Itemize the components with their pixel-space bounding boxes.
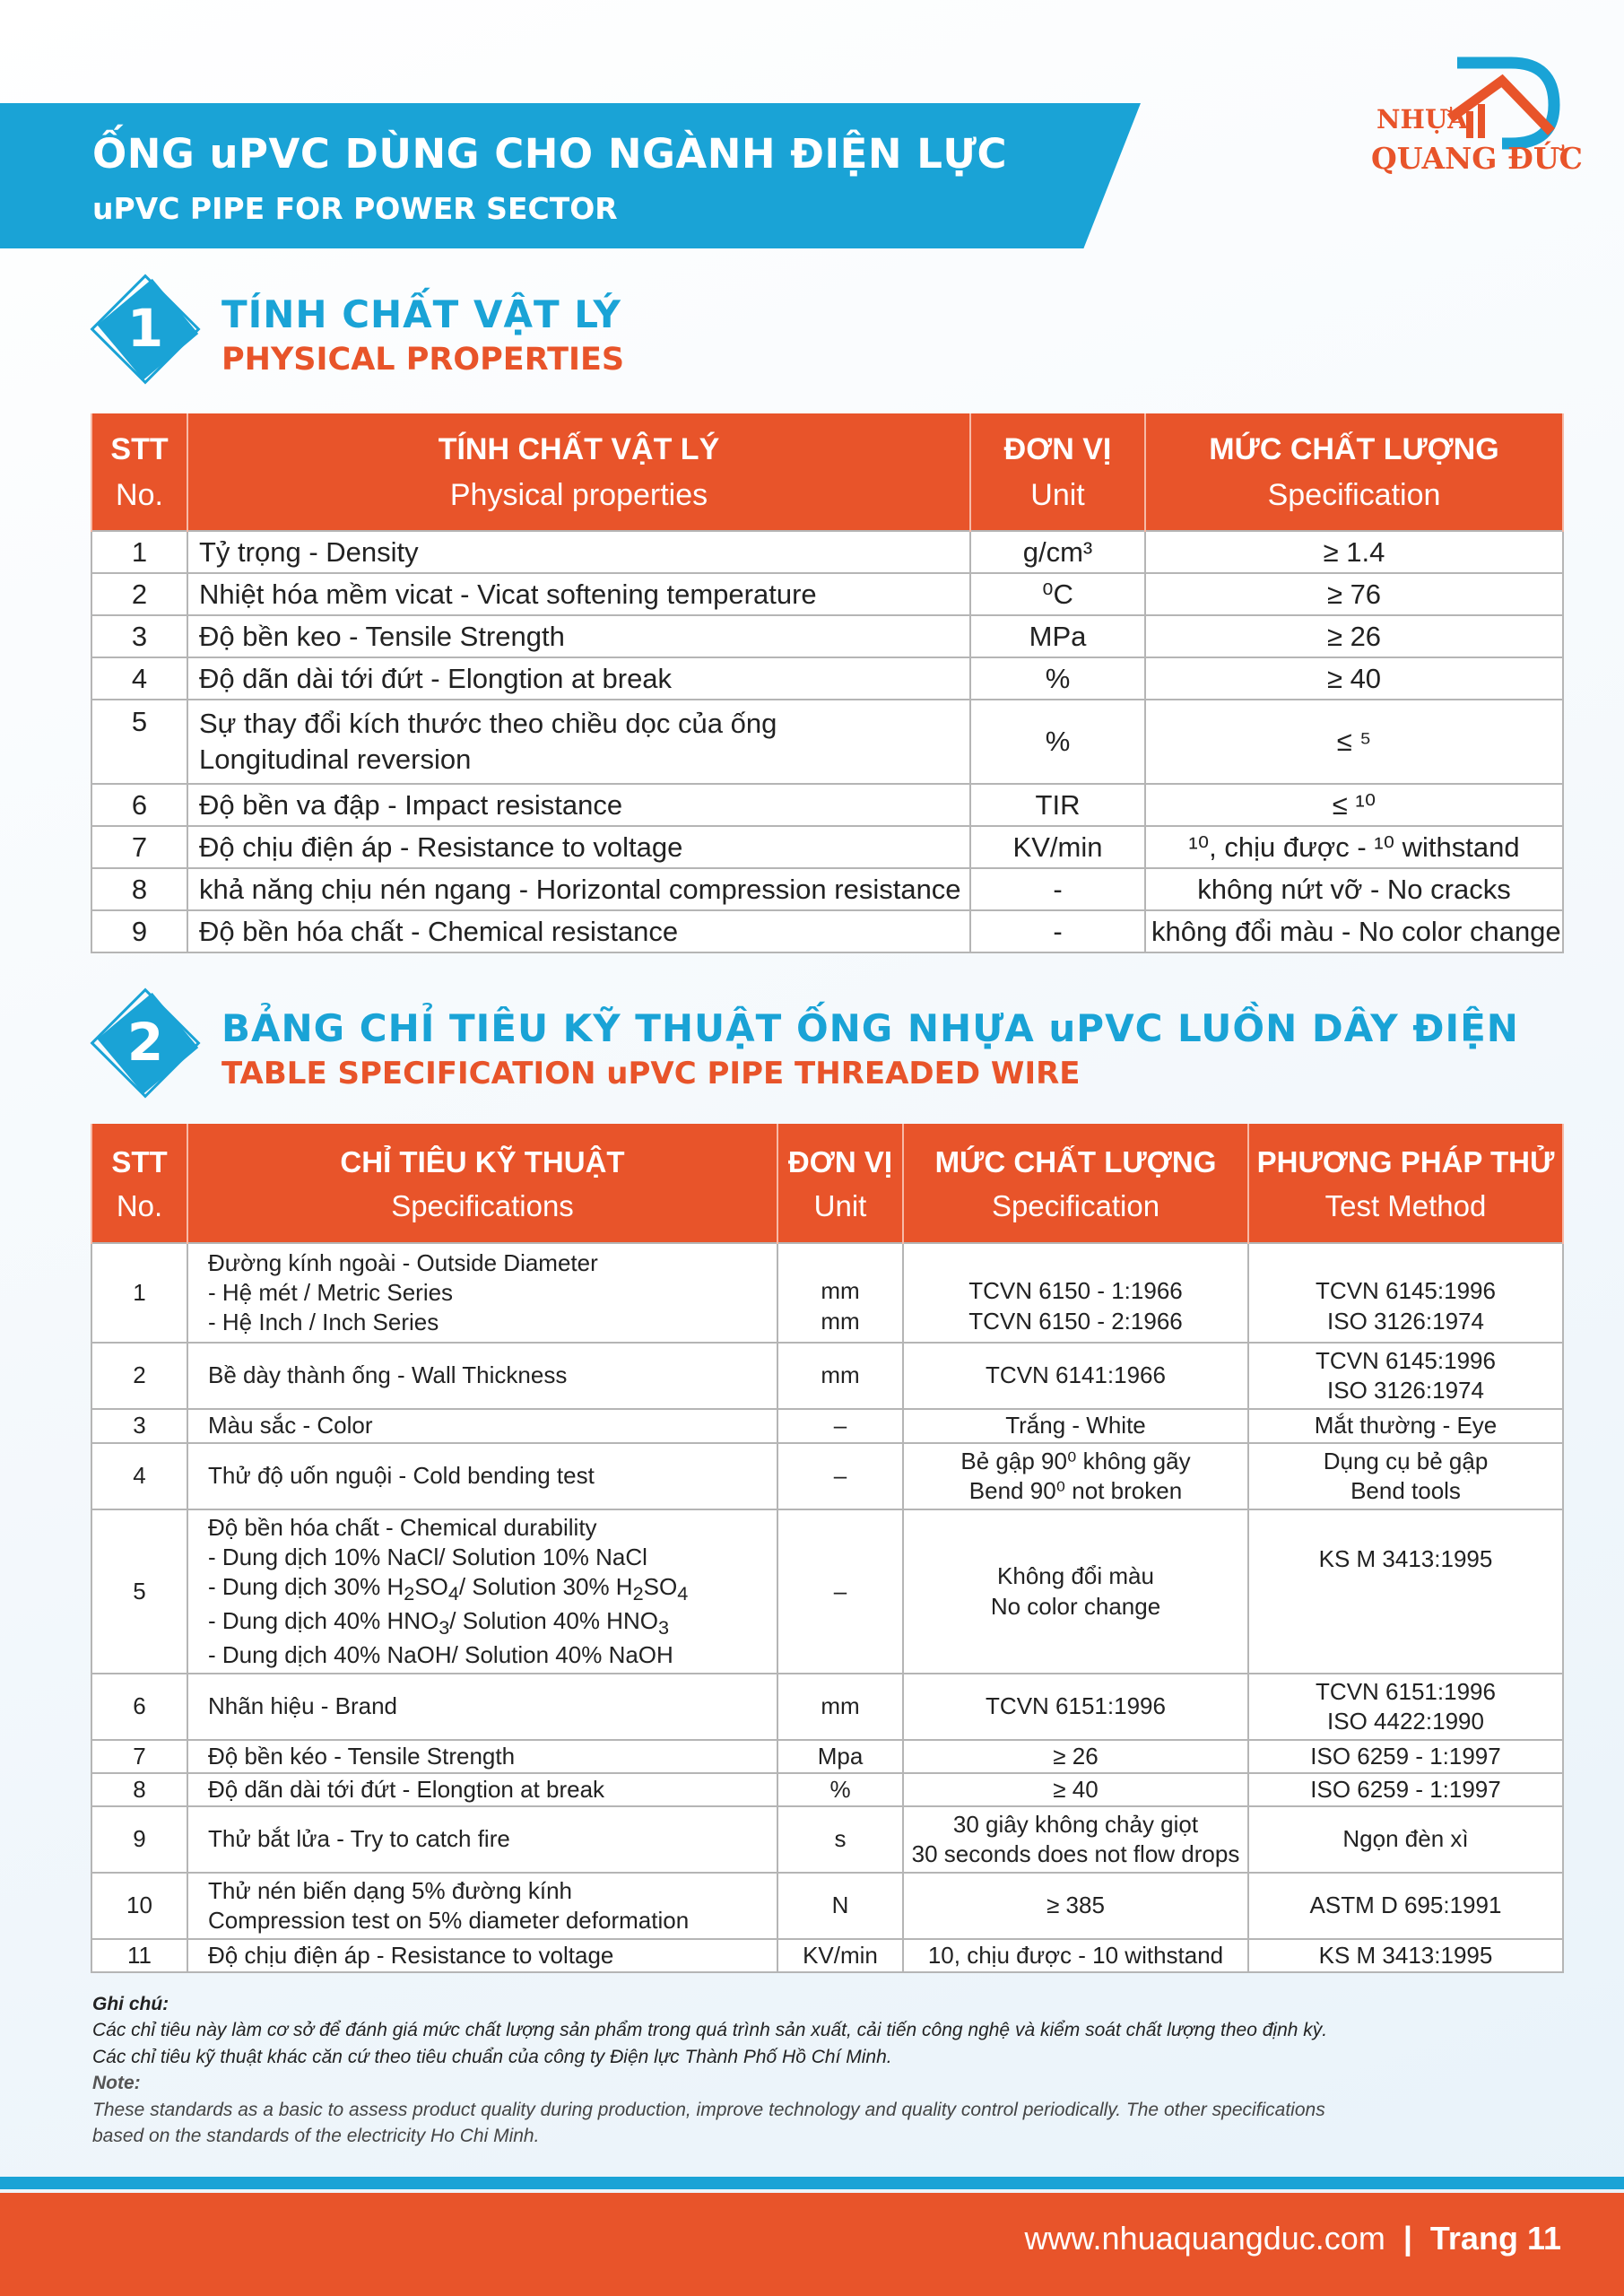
cell-method: ISO 6259 - 1:1997 bbox=[1248, 1740, 1563, 1773]
cell-method: TCVN 6145:1996 ISO 3126:1974 bbox=[1248, 1343, 1563, 1409]
cell-method: ASTM D 695:1991 bbox=[1248, 1873, 1563, 1939]
cell-no: 4 bbox=[91, 1443, 187, 1509]
header-no: STT No. bbox=[91, 1125, 187, 1243]
cell-no: 9 bbox=[91, 910, 187, 952]
cell-quality: TCVN 6141:1966 bbox=[903, 1343, 1248, 1409]
cell-unit: – bbox=[777, 1509, 903, 1674]
cell-unit: % bbox=[777, 1773, 903, 1806]
cell-spec: ≤ ⁵ bbox=[1145, 700, 1563, 784]
header-spec: MỨC CHẤT LƯỢNG Specification bbox=[1145, 414, 1563, 531]
cell-property: Độ bền keo - Tensile Strength bbox=[187, 615, 970, 657]
cell-unit: KV/min bbox=[777, 1939, 903, 1972]
footer-text bbox=[1025, 2220, 1561, 2257]
cell-spec: ≥ 76 bbox=[1145, 573, 1563, 615]
cell-no: 3 bbox=[91, 1409, 187, 1443]
cell-quality: 30 giây không chảy giọt 30 seconds does not flow drops bbox=[903, 1806, 1248, 1873]
cell-specification: Thử bắt lửa - Try to catch fire bbox=[187, 1806, 777, 1873]
table-row bbox=[91, 910, 1563, 952]
section-2-number: 2 bbox=[126, 1012, 164, 1073]
cell-unit: mm bbox=[777, 1674, 903, 1740]
page-subtitle: uPVC PIPE FOR POWER SECTOR bbox=[92, 191, 618, 226]
logo-text-small: NHỰA bbox=[1376, 104, 1468, 135]
cell-property: khả năng chịu nén ngang - Horizontal compression resistance bbox=[187, 868, 970, 910]
table-row bbox=[91, 531, 1563, 573]
cell-method: Ngọn đèn xì bbox=[1248, 1806, 1563, 1873]
table-row bbox=[91, 615, 1563, 657]
physical-properties-table bbox=[91, 413, 1564, 953]
cell-specification: Độ bền hóa chất - Chemical durability - Dung dịch 10% NaCl/ Solution 10% NaCl - Dung dịch 30% $H_2SO_4/$ Solution 30% $H_2SO_4$ - Dung dịch 40% $HNO_3/$ Solution 40% $HNO_3$ - Dung dịch 40% NaOH/ Solution 40% NaOH bbox=[187, 1509, 777, 1674]
cell-unit: % bbox=[970, 700, 1145, 784]
section-2-subtitle: TABLE SPECIFICATION uPVC PIPE THREADED WIRE bbox=[221, 1056, 1081, 1091]
table-row bbox=[91, 1243, 1563, 1343]
cell-specification: Đường kính ngoài - Outside Diameter - Hệ mét / Metric Series - Hệ Inch / Inch Series bbox=[187, 1243, 777, 1343]
table-row bbox=[91, 1509, 1563, 1674]
table-row bbox=[91, 1343, 1563, 1409]
cell-specification: Nhãn hiệu - Brand bbox=[187, 1674, 777, 1740]
cell-unit: MPa bbox=[970, 615, 1145, 657]
cell-quality: Không đổi màu No color change bbox=[903, 1509, 1248, 1674]
cell-unit: N bbox=[777, 1873, 903, 1939]
table-row bbox=[91, 1873, 1563, 1939]
cell-specification: Thử độ uốn nguội - Cold bending test bbox=[187, 1443, 777, 1509]
cell-quality: 10, chịu được - 10 withstand bbox=[903, 1939, 1248, 1972]
cell-no: 3 bbox=[91, 615, 187, 657]
cell-no: 5 bbox=[91, 700, 187, 784]
cell-spec: ≥ 1.4 bbox=[1145, 531, 1563, 573]
cell-quality: Trắng - White bbox=[903, 1409, 1248, 1443]
cell-no: 2 bbox=[91, 573, 187, 615]
header-unit: ĐƠN VỊ Unit bbox=[777, 1125, 903, 1243]
cell-no: 1 bbox=[91, 1243, 187, 1343]
cell-quality: TCVN 6151:1996 bbox=[903, 1674, 1248, 1740]
cell-property: Độ bền va đập - Impact resistance bbox=[187, 784, 970, 826]
cell-unit: ⁰C bbox=[970, 573, 1145, 615]
cell-property: Độ bền hóa chất - Chemical resistance bbox=[187, 910, 970, 952]
cell-no: 1 bbox=[91, 531, 187, 573]
cell-quality: ≥ 40 bbox=[903, 1773, 1248, 1806]
cell-unit: TIR bbox=[970, 784, 1145, 826]
cell-quality: ≥ 26 bbox=[903, 1740, 1248, 1773]
cell-property: Sự thay đổi kích thước theo chiều dọc của ống Longitudinal reversion bbox=[187, 700, 970, 784]
cell-unit: s bbox=[777, 1806, 903, 1873]
notes-title-en: Note: bbox=[92, 2073, 141, 2094]
notes-title-vi: Ghi chú: bbox=[92, 1994, 169, 2014]
header-unit: ĐƠN VỊ Unit bbox=[970, 414, 1145, 531]
cell-unit: - bbox=[970, 910, 1145, 952]
section-1-subtitle: PHYSICAL PROPERTIES bbox=[221, 342, 625, 378]
cell-specification: Thử nén biến dạng 5% đường kính Compression test on 5% diameter deformation bbox=[187, 1873, 777, 1939]
cell-method: ISO 6259 - 1:1997 bbox=[1248, 1773, 1563, 1806]
cell-property: Độ dãn dài tới đứt - Elongtion at break bbox=[187, 657, 970, 700]
notes-line: Các chỉ tiêu này làm cơ sở để đánh giá mức chất lượng sản phẩm trong quá trình sản xuất, cải tiến công nghệ và kiểm soát chất lượng theo định kỳ. bbox=[92, 2020, 1328, 2041]
cell-unit: - bbox=[970, 868, 1145, 910]
table-row bbox=[91, 1806, 1563, 1873]
cell-unit: – bbox=[777, 1443, 903, 1509]
header-test-method: PHƯƠNG PHÁP THỬ Test Method bbox=[1248, 1125, 1563, 1243]
table-row bbox=[91, 826, 1563, 868]
cell-method: TCVN 6145:1996 ISO 3126:1974 bbox=[1248, 1243, 1563, 1343]
cell-property: Tỷ trọng - Density bbox=[187, 531, 970, 573]
header-property: TÍNH CHẤT VẬT LÝ Physical properties bbox=[187, 414, 970, 531]
section-1-number: 1 bbox=[126, 298, 164, 359]
cell-spec: ≤ ¹⁰ bbox=[1145, 784, 1563, 826]
table-row bbox=[91, 1740, 1563, 1773]
cell-spec: ≥ 40 bbox=[1145, 657, 1563, 700]
cell-no: 6 bbox=[91, 1674, 187, 1740]
cell-specification: Độ chịu điện áp - Resistance to voltage bbox=[187, 1939, 777, 1972]
table-row bbox=[91, 1674, 1563, 1740]
cell-unit: KV/min bbox=[970, 826, 1145, 868]
cell-spec: ¹⁰, chịu được - ¹⁰ withstand bbox=[1145, 826, 1563, 868]
cell-no: 10 bbox=[91, 1873, 187, 1939]
cell-no: 11 bbox=[91, 1939, 187, 1972]
cell-unit: – bbox=[777, 1409, 903, 1443]
cell-quality: TCVN 6150 - 1:1966 TCVN 6150 - 2:1966 bbox=[903, 1243, 1248, 1343]
cell-property: Nhiệt hóa mềm vicat - Vicat softening temperature bbox=[187, 573, 970, 615]
cell-unit: mm bbox=[777, 1343, 903, 1409]
cell-no: 2 bbox=[91, 1343, 187, 1409]
cell-no: 8 bbox=[91, 1773, 187, 1806]
cell-specification: Độ bền kéo - Tensile Strength bbox=[187, 1740, 777, 1773]
table-row bbox=[91, 573, 1563, 615]
cell-spec: không nứt vỡ - No cracks bbox=[1145, 868, 1563, 910]
table-row bbox=[91, 1773, 1563, 1806]
section-1-title: TÍNH CHẤT VẬT LÝ bbox=[221, 292, 621, 336]
table-row bbox=[91, 784, 1563, 826]
cell-specification: Độ dãn dài tới đứt - Elongtion at break bbox=[187, 1773, 777, 1806]
table-header-row bbox=[91, 414, 1563, 531]
cell-no: 4 bbox=[91, 657, 187, 700]
cell-no: 7 bbox=[91, 1740, 187, 1773]
cell-method: Dụng cụ bẻ gập Bend tools bbox=[1248, 1443, 1563, 1509]
cell-unit: % bbox=[970, 657, 1145, 700]
cell-no: 6 bbox=[91, 784, 187, 826]
cell-spec: không đổi màu - No color change bbox=[1145, 910, 1563, 952]
table-row bbox=[91, 1409, 1563, 1443]
notes-block bbox=[92, 1991, 1527, 2149]
table-row bbox=[91, 868, 1563, 910]
notes-line: based on the standards of the electricity Ho Chi Minh. bbox=[92, 2125, 540, 2146]
cell-unit: Mpa bbox=[777, 1740, 903, 1773]
cell-method: Mắt thường - Eye bbox=[1248, 1409, 1563, 1443]
cell-no: 8 bbox=[91, 868, 187, 910]
cell-unit: mm mm bbox=[777, 1243, 903, 1343]
cell-quality: ≥ 385 bbox=[903, 1873, 1248, 1939]
section-2-title: BẢNG CHỈ TIÊU KỸ THUẬT ỐNG NHỰA uPVC LUỒN DÂY ĐIỆN bbox=[221, 1006, 1519, 1050]
header-no: STT No. bbox=[91, 414, 187, 531]
cell-spec: ≥ 26 bbox=[1145, 615, 1563, 657]
cell-specification: Bề dày thành ống - Wall Thickness bbox=[187, 1343, 777, 1409]
cell-no: 9 bbox=[91, 1806, 187, 1873]
page-number: Trang 11 bbox=[1429, 2220, 1561, 2257]
header-specifications: CHỈ TIÊU KỸ THUẬT Specifications bbox=[187, 1125, 777, 1243]
table-header-row bbox=[91, 1125, 1563, 1243]
table-row bbox=[91, 657, 1563, 700]
notes-line: Các chỉ tiêu kỹ thuật khác căn cứ theo tiêu chuẩn của công ty Điện lực Thành Phố Hồ Chí Minh. bbox=[92, 2046, 892, 2067]
section-1-badge bbox=[87, 271, 204, 387]
cell-no: 7 bbox=[91, 826, 187, 868]
cell-property: Độ chịu điện áp - Resistance to voltage bbox=[187, 826, 970, 868]
website-link[interactable]: www.nhuaquangduc.com bbox=[1024, 2220, 1385, 2257]
cell-specification: Màu sắc - Color bbox=[187, 1409, 777, 1443]
notes-line: These standards as a basic to assess product quality during production, improve technology and quality control periodically. The other specifications bbox=[92, 2099, 1325, 2120]
cell-quality: Bẻ gập 90⁰ không gãy Bend 90⁰ not broken bbox=[903, 1443, 1248, 1509]
cell-method: KS M 3413:1995 bbox=[1248, 1509, 1563, 1674]
logo-text-big: QUANG ĐỨC bbox=[1371, 141, 1583, 176]
cell-method: KS M 3413:1995 bbox=[1248, 1939, 1563, 1972]
header-quality: MỨC CHẤT LƯỢNG Specification bbox=[903, 1125, 1248, 1243]
technical-specification-table bbox=[91, 1124, 1564, 1973]
cell-method: TCVN 6151:1996 ISO 4422:1990 bbox=[1248, 1674, 1563, 1740]
table-row bbox=[91, 700, 1563, 784]
footer-separator: | bbox=[1403, 2220, 1412, 2257]
footer-stripe bbox=[0, 2177, 1624, 2189]
table-row bbox=[91, 1443, 1563, 1509]
brand-logo bbox=[1368, 56, 1583, 190]
cell-no: 5 bbox=[91, 1509, 187, 1674]
table-row bbox=[91, 1939, 1563, 1972]
section-2-badge bbox=[87, 985, 204, 1101]
cell-unit: g/cm³ bbox=[970, 531, 1145, 573]
page-title: ỐNG uPVC DÙNG CHO NGÀNH ĐIỆN LỰC bbox=[92, 130, 1008, 178]
